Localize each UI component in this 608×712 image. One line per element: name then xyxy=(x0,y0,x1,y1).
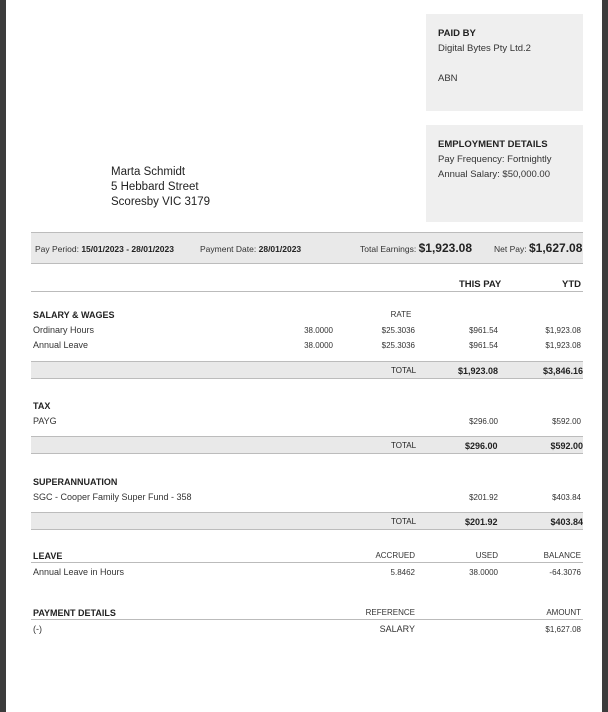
rate-header: RATE xyxy=(390,310,412,319)
paid-by-heading: PAID BY xyxy=(438,28,476,39)
this-pay-header: THIS PAY xyxy=(459,279,502,290)
company-name: Digital Bytes Pty Ltd.2 xyxy=(438,43,531,54)
tax-row-ytd: $592.00 xyxy=(552,417,581,426)
ytd-header: YTD xyxy=(562,279,581,290)
salary-row-rate: $25.3036 xyxy=(381,341,415,350)
super-total-this-pay: $201.92 xyxy=(465,517,498,527)
payment-divider xyxy=(31,619,583,620)
payslip-page xyxy=(6,0,602,712)
super-row-this-pay: $201.92 xyxy=(469,493,498,502)
super-row-ytd: $403.84 xyxy=(552,493,581,502)
salary-total-this-pay: $1,923.08 xyxy=(458,366,499,376)
payment-row-amount: $1,627.08 xyxy=(545,625,581,634)
pay-period: Pay Period: 15/01/2023 - 28/01/2023 xyxy=(35,244,174,254)
tax-total-row xyxy=(31,436,583,454)
super-total-ytd: $403.84 xyxy=(550,517,583,527)
tax-total-this-pay: $296.00 xyxy=(465,441,498,451)
super-row-name: SGC - Cooper Family Super Fund - 358 xyxy=(33,492,192,502)
pay-frequency: Pay Frequency: Fortnightly xyxy=(438,154,552,165)
salary-row-this-pay: $961.54 xyxy=(469,326,498,335)
employee-street: 5 Hebbard Street xyxy=(111,181,199,193)
salary-row-name: Annual Leave xyxy=(33,340,89,350)
column-headers xyxy=(31,276,583,292)
amount-header: AMOUNT xyxy=(546,608,581,617)
tax-total-label: TOTAL xyxy=(391,441,417,450)
salary-heading: SALARY & WAGES xyxy=(33,310,115,320)
employment-heading: EMPLOYMENT DETAILS xyxy=(438,139,548,150)
employee-suburb: Scoresby VIC 3179 xyxy=(111,196,211,208)
salary-row-name: Ordinary Hours xyxy=(33,325,95,335)
salary-total-row xyxy=(31,361,583,379)
leave-divider xyxy=(31,562,583,563)
salary-row-this-pay: $961.54 xyxy=(469,341,498,350)
employment-details-box xyxy=(426,125,583,222)
leave-heading: LEAVE xyxy=(33,551,63,561)
paid-by-box xyxy=(426,14,583,111)
leave-row-used: 38.0000 xyxy=(469,568,498,577)
salary-row-ytd: $1,923.08 xyxy=(545,326,581,335)
leave-row-accrued: 5.8462 xyxy=(390,568,415,577)
leave-row-balance: -64.3076 xyxy=(549,568,581,577)
viewer-right-edge xyxy=(602,0,608,712)
total-earnings: Total Earnings: $1,923.08 xyxy=(360,241,472,255)
employee-name: Marta Schmidt xyxy=(111,166,186,178)
payment-date: Payment Date: 28/01/2023 xyxy=(200,244,302,254)
super-total-row xyxy=(31,512,583,530)
super-total-label: TOTAL xyxy=(391,517,417,526)
salary-row-ytd: $1,923.08 xyxy=(545,341,581,350)
pay-summary-bar xyxy=(31,232,583,264)
salary-total-ytd: $3,846.16 xyxy=(542,366,583,376)
payment-heading: PAYMENT DETAILS xyxy=(33,608,116,618)
balance-header: BALANCE xyxy=(543,551,581,560)
super-heading: SUPERANNUATION xyxy=(33,477,118,487)
tax-heading: TAX xyxy=(33,401,51,411)
employee-address xyxy=(111,165,210,210)
annual-salary: Annual Salary: $50,000.00 xyxy=(438,169,550,180)
used-header: USED xyxy=(475,551,498,560)
salary-row-hours: 38.0000 xyxy=(304,341,333,350)
tax-row-this-pay: $296.00 xyxy=(469,417,498,426)
salary-row-hours: 38.0000 xyxy=(304,326,333,335)
leave-row-name: Annual Leave in Hours xyxy=(33,567,125,577)
payment-row-reference: SALARY xyxy=(379,624,415,634)
net-pay: Net Pay: $1,627.08 xyxy=(494,241,583,255)
reference-header: REFERENCE xyxy=(365,608,415,617)
tax-total-ytd: $592.00 xyxy=(550,441,583,451)
tax-row-name: PAYG xyxy=(33,416,57,426)
payment-row-name: (-) xyxy=(33,624,42,634)
accrued-header: ACCRUED xyxy=(375,551,415,560)
salary-total-label: TOTAL xyxy=(391,366,417,375)
abn-label: ABN xyxy=(438,73,458,84)
salary-row-rate: $25.3036 xyxy=(381,326,415,335)
